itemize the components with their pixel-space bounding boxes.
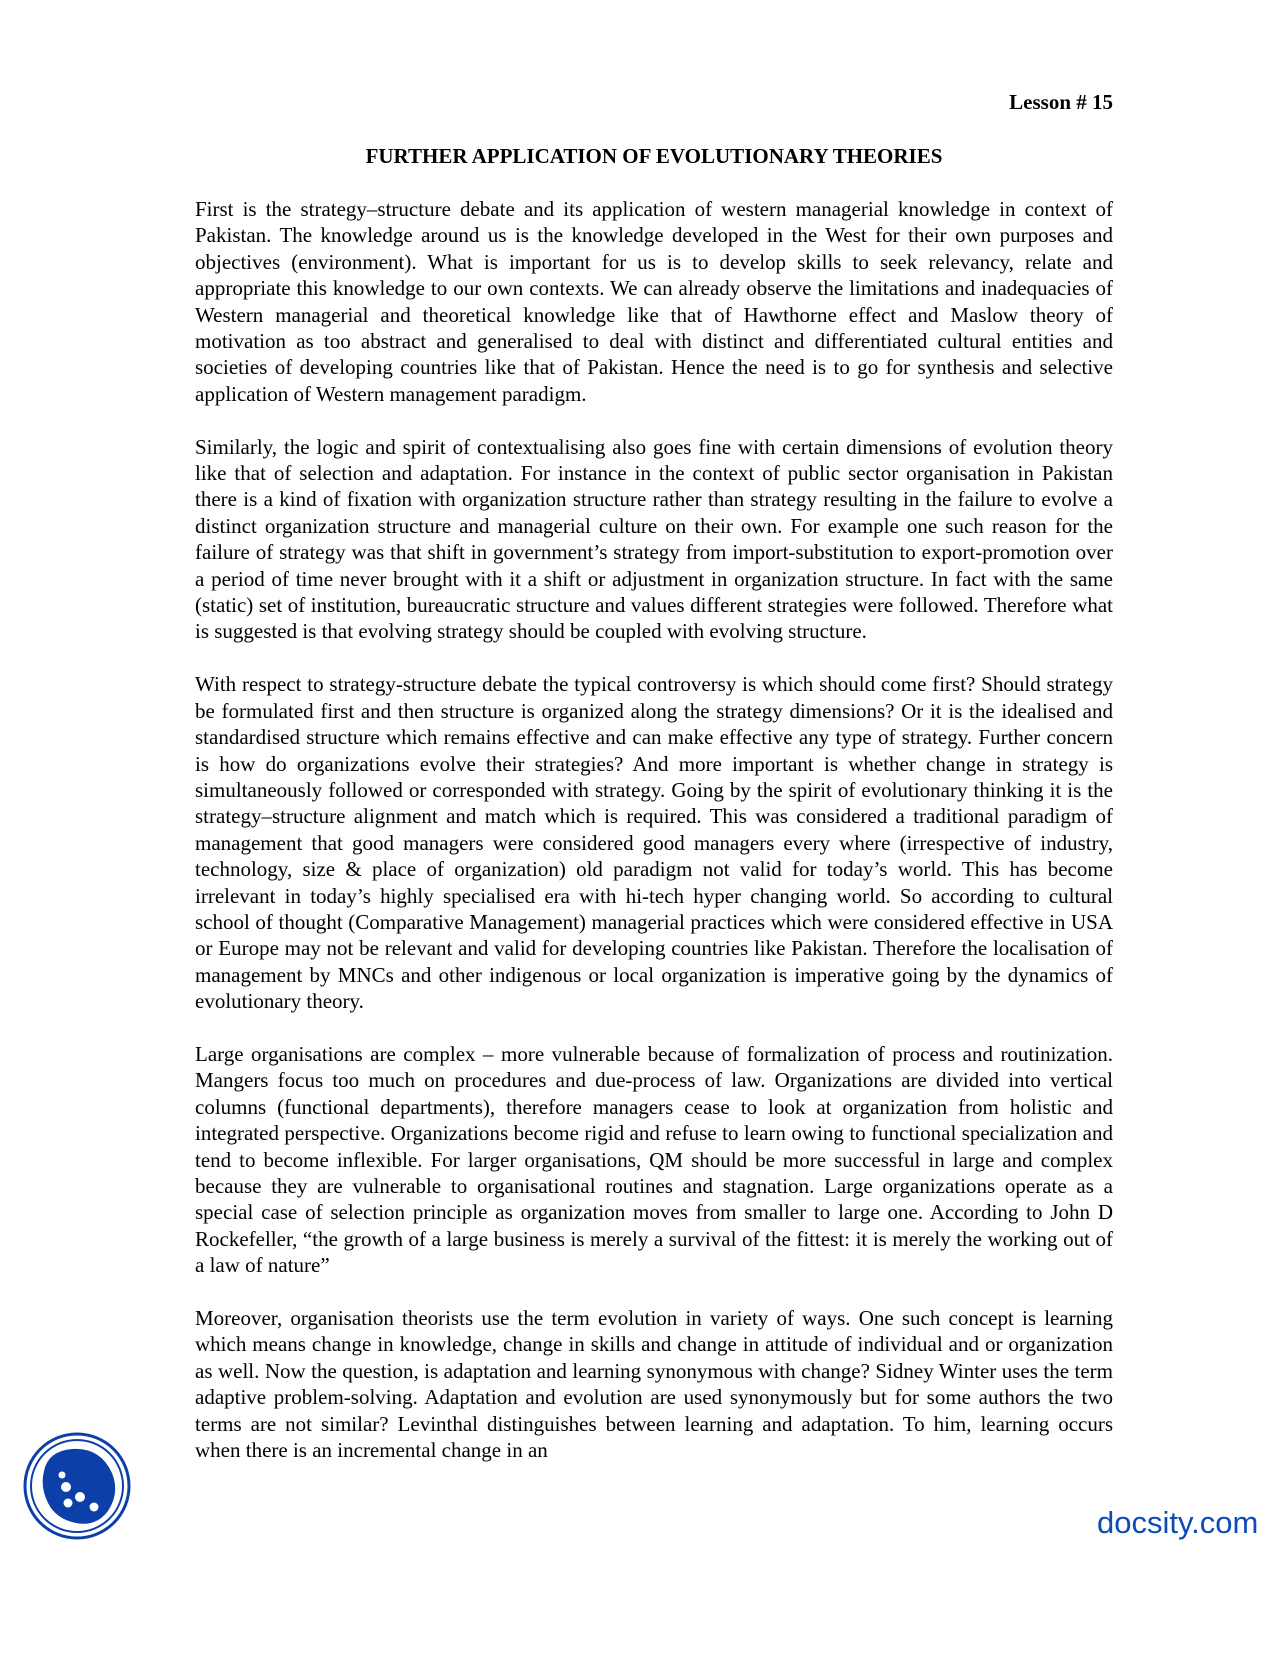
paragraph-3: With respect to strategy-structure debate the typical controversy is which should come first? Should strategy be formulated first and then structure is organized along the strategy dimensions? Or it is the idealised and standardised structure which remains effective and can make effective any type of strategy. Further concern is how do organizations evolve their strategies? And more important is whether change in strategy is simultaneously followed or corresponded with strategy. Going by the spirit of evolutionary thinking it is the strategy–structure alignment and match which is required. This was considered a traditional paradigm of management that good managers were considered good managers every where (irrespective of industry, technology, size & place of organization) old paradigm not valid for today’s world. This has become irrelevant in today’s highly specialised era with hi-tech hyper changing world. So according to cultural school of thought (Comparative Management) managerial practices which were considered effective in USA or Europe may not be relevant and valid for developing countries like Pakistan. Therefore the localisation of management by MNCs and other indigenous or local organization is imperative going by the dynamics of evolutionary theory. [195,672,1113,1014]
paragraph-4: Large organisations are complex – more vulnerable because of formalization of process and routinization. Mangers focus too much on procedures and due-process of law. Organizations are divided into vertical columns (functional departments), therefore managers cease to look at organization from holistic and integrated perspective. Organizations become rigid and refuse to learn owing to functional specialization and tend to become inflexible. For larger organisations, QM should be more successful in large and complex because they are vulnerable to organisational routines and stagnation. Large organizations operate as a special case of selection principle as organization moves from smaller to large one. According to John D Rockefeller, “the growth of a large business is merely a survival of the fittest: it is merely the working out of a law of nature” [195,1041,1113,1278]
paragraph-1: First is the strategy–structure debate and its application of western managerial knowledge in context of Pakistan. The knowledge around us is the knowledge developed in the West for their own purposes and objectives (environment). What is important for us is to develop skills to seek relevancy, relate and appropriate this knowledge to our own contexts. We can already observe the limitations and inadequacies of Western managerial and theoretical knowledge like that of Hawthorne effect and Maslow theory of motivation as too abstract and generalised to deal with distinct and differentiated cultural entities and societies of developing countries like that of Pakistan. Hence the need is to go for synthesis and selective application of Western management paradigm. [195,197,1113,406]
paragraph-2: Similarly, the logic and spirit of contextualising also goes fine with certain dimensions of evolution theory like that of selection and adaptation. For instance in the context of public sector organisation in Pakistan there is a kind of fixation with organization structure rather than strategy resulting in the failure to evolve a distinct organization structure and managerial culture on their own. For example one such reason for the failure of strategy was that shift in government’s strategy from import-substitution to export-promotion over a period of time never brought with it a shift or adjustment in organization structure. In fact with the same (static) set of institution, bureaucratic structure and values different strategies were followed. Therefore what is suggested is that evolving strategy should be coupled with evolving structure. [195,434,1113,644]
lesson-number: Lesson # 15 [1009,90,1113,114]
paragraph-5: Moreover, organisation theorists use the term evolution in variety of ways. One such concept is learning which means change in knowledge, change in skills and change in attitude of individual and or organization as well. Now the question, is adaptation and learning synonymous with change? Sidney Winter uses the term adaptive problem-solving. Adaptation and evolution are used synonymously but for some authors the two terms are not similar? Levinthal distinguishes between learning and adaptation. To him, learning occurs when there is an incremental change in an [195,1306,1113,1463]
document-body [195,196,1113,1463]
document-title: FURTHER APPLICATION OF EVOLUTIONARY THEORIES [365,144,943,168]
docsity-logo-icon [22,1431,132,1541]
docsity-brand-text: docsity.com [1097,1505,1259,1540]
